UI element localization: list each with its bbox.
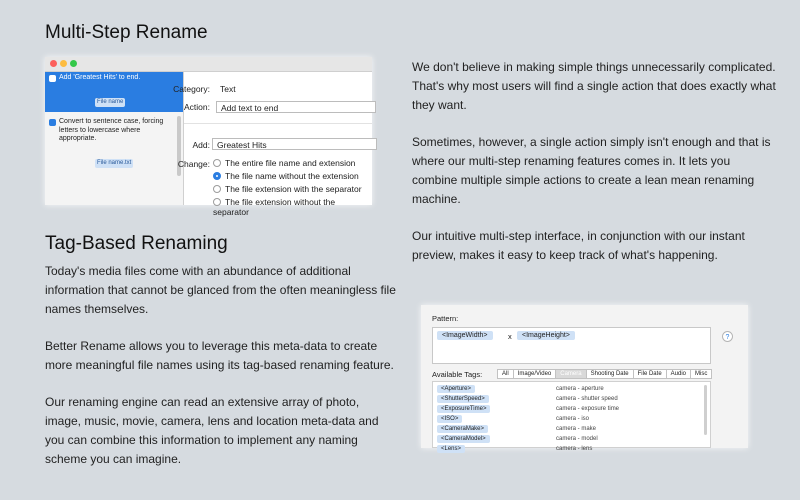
help-icon[interactable]: ?	[722, 331, 733, 342]
paragraph: Our renaming engine can read an extensive array of photo, image, music, movie, camera, lens and location meta-data and you can combine this information to implement any naming scheme you can imagine.	[45, 395, 379, 466]
tag-token[interactable]: <CameraMake>	[437, 425, 488, 433]
tag-token[interactable]: <ExposureTime>	[437, 405, 490, 413]
step-file-preview-1: File name	[97, 99, 124, 105]
tag-token[interactable]: <CameraModel>	[437, 435, 490, 443]
radio-button-selected[interactable]	[213, 172, 221, 180]
window-titlebar	[45, 57, 372, 72]
multi-step-description	[412, 58, 777, 283]
step-text-2: Convert to sentence case, forcing letters to lowercase where appropriate.	[59, 118, 164, 142]
paragraph: Our intuitive multi-step interface, in conjunction with our instant preview, makes it easy to keep track of what's happening.	[412, 229, 745, 262]
zoom-window-button[interactable]	[70, 60, 77, 67]
tags-scrollbar[interactable]	[704, 385, 707, 435]
option-label: The file extension with the separator	[225, 184, 362, 194]
tag-description: camera - make	[556, 426, 597, 432]
tab-misc[interactable]: Misc	[691, 369, 712, 379]
available-tags-label: Available Tags:	[432, 370, 483, 379]
pattern-token[interactable]: <ImageHeight>	[517, 331, 575, 340]
category-label: Category:	[173, 84, 210, 94]
tab-all[interactable]: All	[497, 369, 514, 379]
minimize-window-button[interactable]	[60, 60, 67, 67]
steps-sidebar	[45, 72, 184, 205]
tag-based-renaming-heading: Tag-Based Renaming	[45, 233, 228, 254]
tag-row[interactable]	[433, 384, 710, 394]
radio-button[interactable]	[213, 159, 221, 167]
step-checkbox-2[interactable]	[49, 119, 56, 126]
paragraph: We don't believe in making simple things unnecessarily complicated. That's why most users will find a single action that does exactly what they want.	[412, 60, 776, 112]
multi-step-screenshot	[45, 57, 372, 217]
option-label: The file name without the extension	[225, 171, 359, 181]
pattern-token[interactable]: <ImageWidth>	[437, 331, 493, 340]
close-window-button[interactable]	[50, 60, 57, 67]
tag-based-description	[45, 262, 397, 487]
step-item-2[interactable]	[45, 116, 183, 168]
tag-token[interactable]: <ShutterSpeed>	[437, 395, 489, 403]
tag-row[interactable]	[433, 424, 710, 434]
tag-description: camera - exposure time	[556, 406, 620, 412]
tab-audio[interactable]: Audio	[667, 369, 691, 379]
change-label: Change:	[177, 159, 210, 169]
paragraph: Better Rename allows you to leverage this meta-data to create more meaningful file names using its tag-based renaming feature.	[45, 339, 394, 372]
option-label: The entire file name and extension	[225, 158, 356, 168]
add-label: Add:	[192, 140, 210, 150]
tag-token[interactable]: <Aperture>	[437, 385, 475, 393]
action-label: Action:	[184, 102, 210, 112]
tag-description: camera - iso	[556, 416, 590, 422]
tag-row[interactable]	[433, 394, 710, 404]
option-name-without-ext[interactable]	[213, 171, 359, 181]
tag-description: camera - aperture	[556, 386, 604, 392]
radio-button[interactable]	[213, 198, 221, 206]
pattern-input[interactable]	[432, 327, 711, 364]
option-entire-name[interactable]	[213, 158, 355, 168]
step-text-1: Add 'Greatest Hits' to end.	[59, 74, 141, 81]
multi-step-rename-heading: Multi-Step Rename	[45, 22, 208, 43]
tag-based-screenshot	[421, 305, 748, 452]
step-checkbox-1[interactable]	[49, 75, 56, 82]
tag-row[interactable]	[433, 434, 710, 444]
pattern-label: Pattern:	[432, 314, 459, 323]
paragraph: Today's media files come with an abundance of additional information that cannot be glanced from the often meaningless file names themselves.	[45, 264, 396, 316]
tag-token[interactable]: <ISO>	[437, 415, 462, 423]
radio-button[interactable]	[213, 185, 221, 193]
tag-token[interactable]: <Lens>	[437, 445, 465, 453]
step-file-preview-2: File name.txt	[97, 160, 132, 166]
available-tags-list	[432, 381, 711, 452]
tag-row[interactable]	[433, 444, 710, 454]
tab-file-date[interactable]: File Date	[634, 369, 667, 379]
tag-row[interactable]	[433, 414, 710, 424]
paragraph: Sometimes, however, a single action simply isn't enough and that is where our multi-step renaming features comes in. It lets you combine multiple simple actions to create a lean mean renaming machine.	[412, 135, 771, 206]
tag-description: camera - shutter speed	[556, 396, 618, 402]
tag-description: camera - model	[556, 436, 598, 442]
action-select[interactable]: Add text to end	[216, 101, 376, 113]
tag-category-tabs	[497, 369, 712, 379]
tab-camera[interactable]: Camera	[556, 369, 586, 379]
pattern-separator: x	[508, 332, 512, 341]
tab-shooting-date[interactable]: Shooting Date	[587, 369, 634, 379]
step-item-1[interactable]	[45, 72, 183, 112]
option-label: The file extension without the separator	[213, 197, 336, 217]
tag-row[interactable]	[433, 404, 710, 414]
option-ext-without-separator[interactable]	[213, 197, 372, 217]
option-ext-with-separator[interactable]	[213, 184, 362, 194]
add-text-input[interactable]: Greatest Hits	[212, 138, 377, 150]
tab-image-video[interactable]: Image/Video	[514, 369, 557, 379]
category-select[interactable]: Text	[220, 84, 236, 94]
tag-description: camera - lens	[556, 446, 593, 452]
divider	[184, 123, 372, 124]
